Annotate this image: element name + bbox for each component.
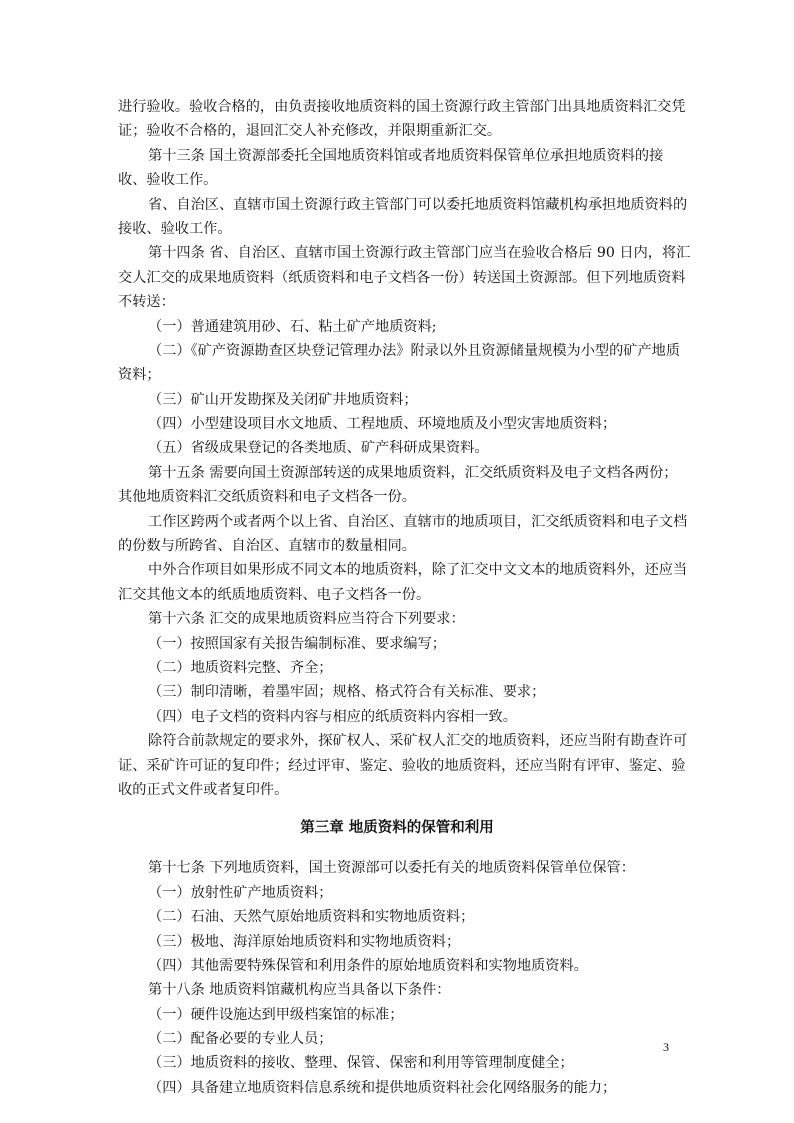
text-line: 第十四条 省、自治区、直辖市国土资源行政主管部门应当在验收合格后 90 日内，将汇 (148, 245, 691, 262)
text-line: 收、验收工作。 (118, 172, 218, 189)
text-line: 第十三条 国土资源部委托全国地质资料馆或者地质资料保管单位承担地质资料的接 (148, 147, 664, 164)
paragraph (118, 461, 676, 510)
text-line: （一）按照国家有关报告编制标准、要求编写； (148, 635, 446, 652)
text-line: 资料； (118, 367, 161, 384)
text-line: （四）其他需要特殊保管和利用条件的原始地质资料和实物地质资料。 (148, 957, 588, 974)
text-line: （三）矿山开发勘探及关闭矿井地质资料； (148, 391, 418, 408)
text-line: 第十七条 下列地质资料，国土资源部可以委托有关的地质资料保管单位保管： (148, 860, 635, 877)
text-line: （三）极地、海洋原始地质资料和实物地质资料； (148, 933, 461, 950)
text-line: （二）《矿产资源勘查区块登记管理办法》附录以外且资源储量规模为小型的矿产地质 (148, 342, 681, 359)
paragraph (118, 1051, 676, 1075)
paragraph (118, 1027, 676, 1051)
text-line: 中外合作项目如果形成不同文本的地质资料，除了汇交中文文本的地质资料外，还应当 (148, 562, 688, 579)
chapter-heading: 第三章 地质资料的保管和利用 (300, 820, 494, 837)
text-line: 第十六条 汇交的成果地质资料应当符合下列要求： (148, 611, 465, 628)
text-line: （二）配备必要的专业人员； (148, 1031, 333, 1048)
articles-section-bottom (118, 856, 676, 1100)
text-line: （一）普通建筑用砂、石、粘土矿产地质资料; (148, 318, 437, 335)
text-line: （一）放射性矿产地质资料； (148, 884, 333, 901)
text-line: （二）石油、天然气原始地质资料和实物地质资料； (148, 909, 475, 926)
text-line: 汇交其他文本的纸质地质资料、电子文档各一份。 (118, 586, 431, 603)
paragraph (118, 95, 686, 144)
text-line: 除符合前款规定的要求外，探矿权人、采矿权人汇交的地质资料，还应当附有勘查许可 (148, 733, 688, 750)
paragraph (118, 881, 676, 905)
text-line: （三）制印清晰，着墨牢固；规格、格式符合有关标准、要求； (148, 684, 546, 701)
paragraph (118, 144, 676, 193)
text-line: （三）地质资料的接收、整理、保管、保密和利用等管理制度健全； (148, 1055, 574, 1072)
paragraph (118, 510, 688, 559)
text-line: （一）硬件设施达到甲级档案馆的标准； (148, 1006, 404, 1023)
paragraph (118, 930, 676, 954)
text-line: （五）省级成果登记的各类地质、矿产科研成果资料。 (148, 440, 489, 457)
text-line: 工作区跨两个或者两个以上省、自治区、直辖市的地质项目，汇交纸质资料和电子文档 (148, 513, 688, 530)
paragraph (118, 978, 676, 1002)
text-line: 其他地质资料汇交纸质资料和电子文档各一份。 (118, 489, 416, 506)
text-line: 证、采矿许可证的复印件；经过评审、鉴定、验收的地质资料，还应当附有评审、鉴定、验 (118, 757, 686, 774)
paragraph (118, 339, 681, 388)
paragraph (118, 632, 676, 656)
paragraph (118, 558, 688, 607)
paragraph (118, 705, 676, 729)
paragraph (118, 412, 676, 436)
paragraph (118, 315, 676, 339)
text-line: 进行验收。验收合格的，由负责接收地质资料的国土资源行政主管部门出具地质资料汇交凭 (118, 99, 686, 115)
paragraph (118, 680, 676, 704)
paragraph (118, 729, 688, 802)
text-line: 证；验收不合格的，退回汇交人补充修改，并限期重新汇交。 (118, 123, 502, 140)
text-line: 交人汇交的成果地质资料（纸质资料和电子文档各一份）转送国土资源部。但下列地质资料 (118, 269, 686, 286)
document-body (118, 95, 691, 1100)
paragraph (118, 905, 676, 929)
page-number: 3 (663, 1040, 669, 1054)
text-line: 省、自治区、直辖市国土资源行政主管部门可以委托地质资料馆藏机构承担地质资料的 (148, 196, 688, 213)
text-line: 的份数与所跨省、自治区、直辖市的数量相同。 (118, 538, 416, 555)
text-line: 收的正式文件或者复印件。 (118, 781, 289, 798)
text-line: （四）小型建设项目水文地质、工程地质、环境地质及小型灾害地质资料； (148, 416, 617, 433)
articles-section-top (118, 95, 691, 802)
paragraph (118, 436, 676, 460)
paragraph (118, 607, 676, 631)
text-line: 接收、验收工作。 (118, 220, 232, 237)
text-line: 第十五条 需要向国土资源部转送的成果地质资料，汇交纸质资料及电子文档各两份； (148, 464, 678, 481)
paragraph (118, 241, 691, 314)
paragraph (118, 856, 676, 880)
paragraph (118, 193, 688, 242)
text-line: 第十八条 地质资料馆藏机构应当具备以下条件： (148, 982, 451, 999)
text-line: （四）电子文档的资料内容与相应的纸质资料内容相一致。 (148, 708, 517, 725)
paragraph (118, 1076, 676, 1100)
text-line: （二）地质资料完整、齐全； (148, 659, 333, 676)
paragraph (118, 656, 676, 680)
paragraph (118, 954, 676, 978)
paragraph (118, 1003, 676, 1027)
paragraph (118, 388, 676, 412)
text-line: 不转送： (118, 294, 175, 311)
text-line: （四）具备建立地质资料信息系统和提供地质资料社会化网络服务的能力； (148, 1079, 617, 1096)
